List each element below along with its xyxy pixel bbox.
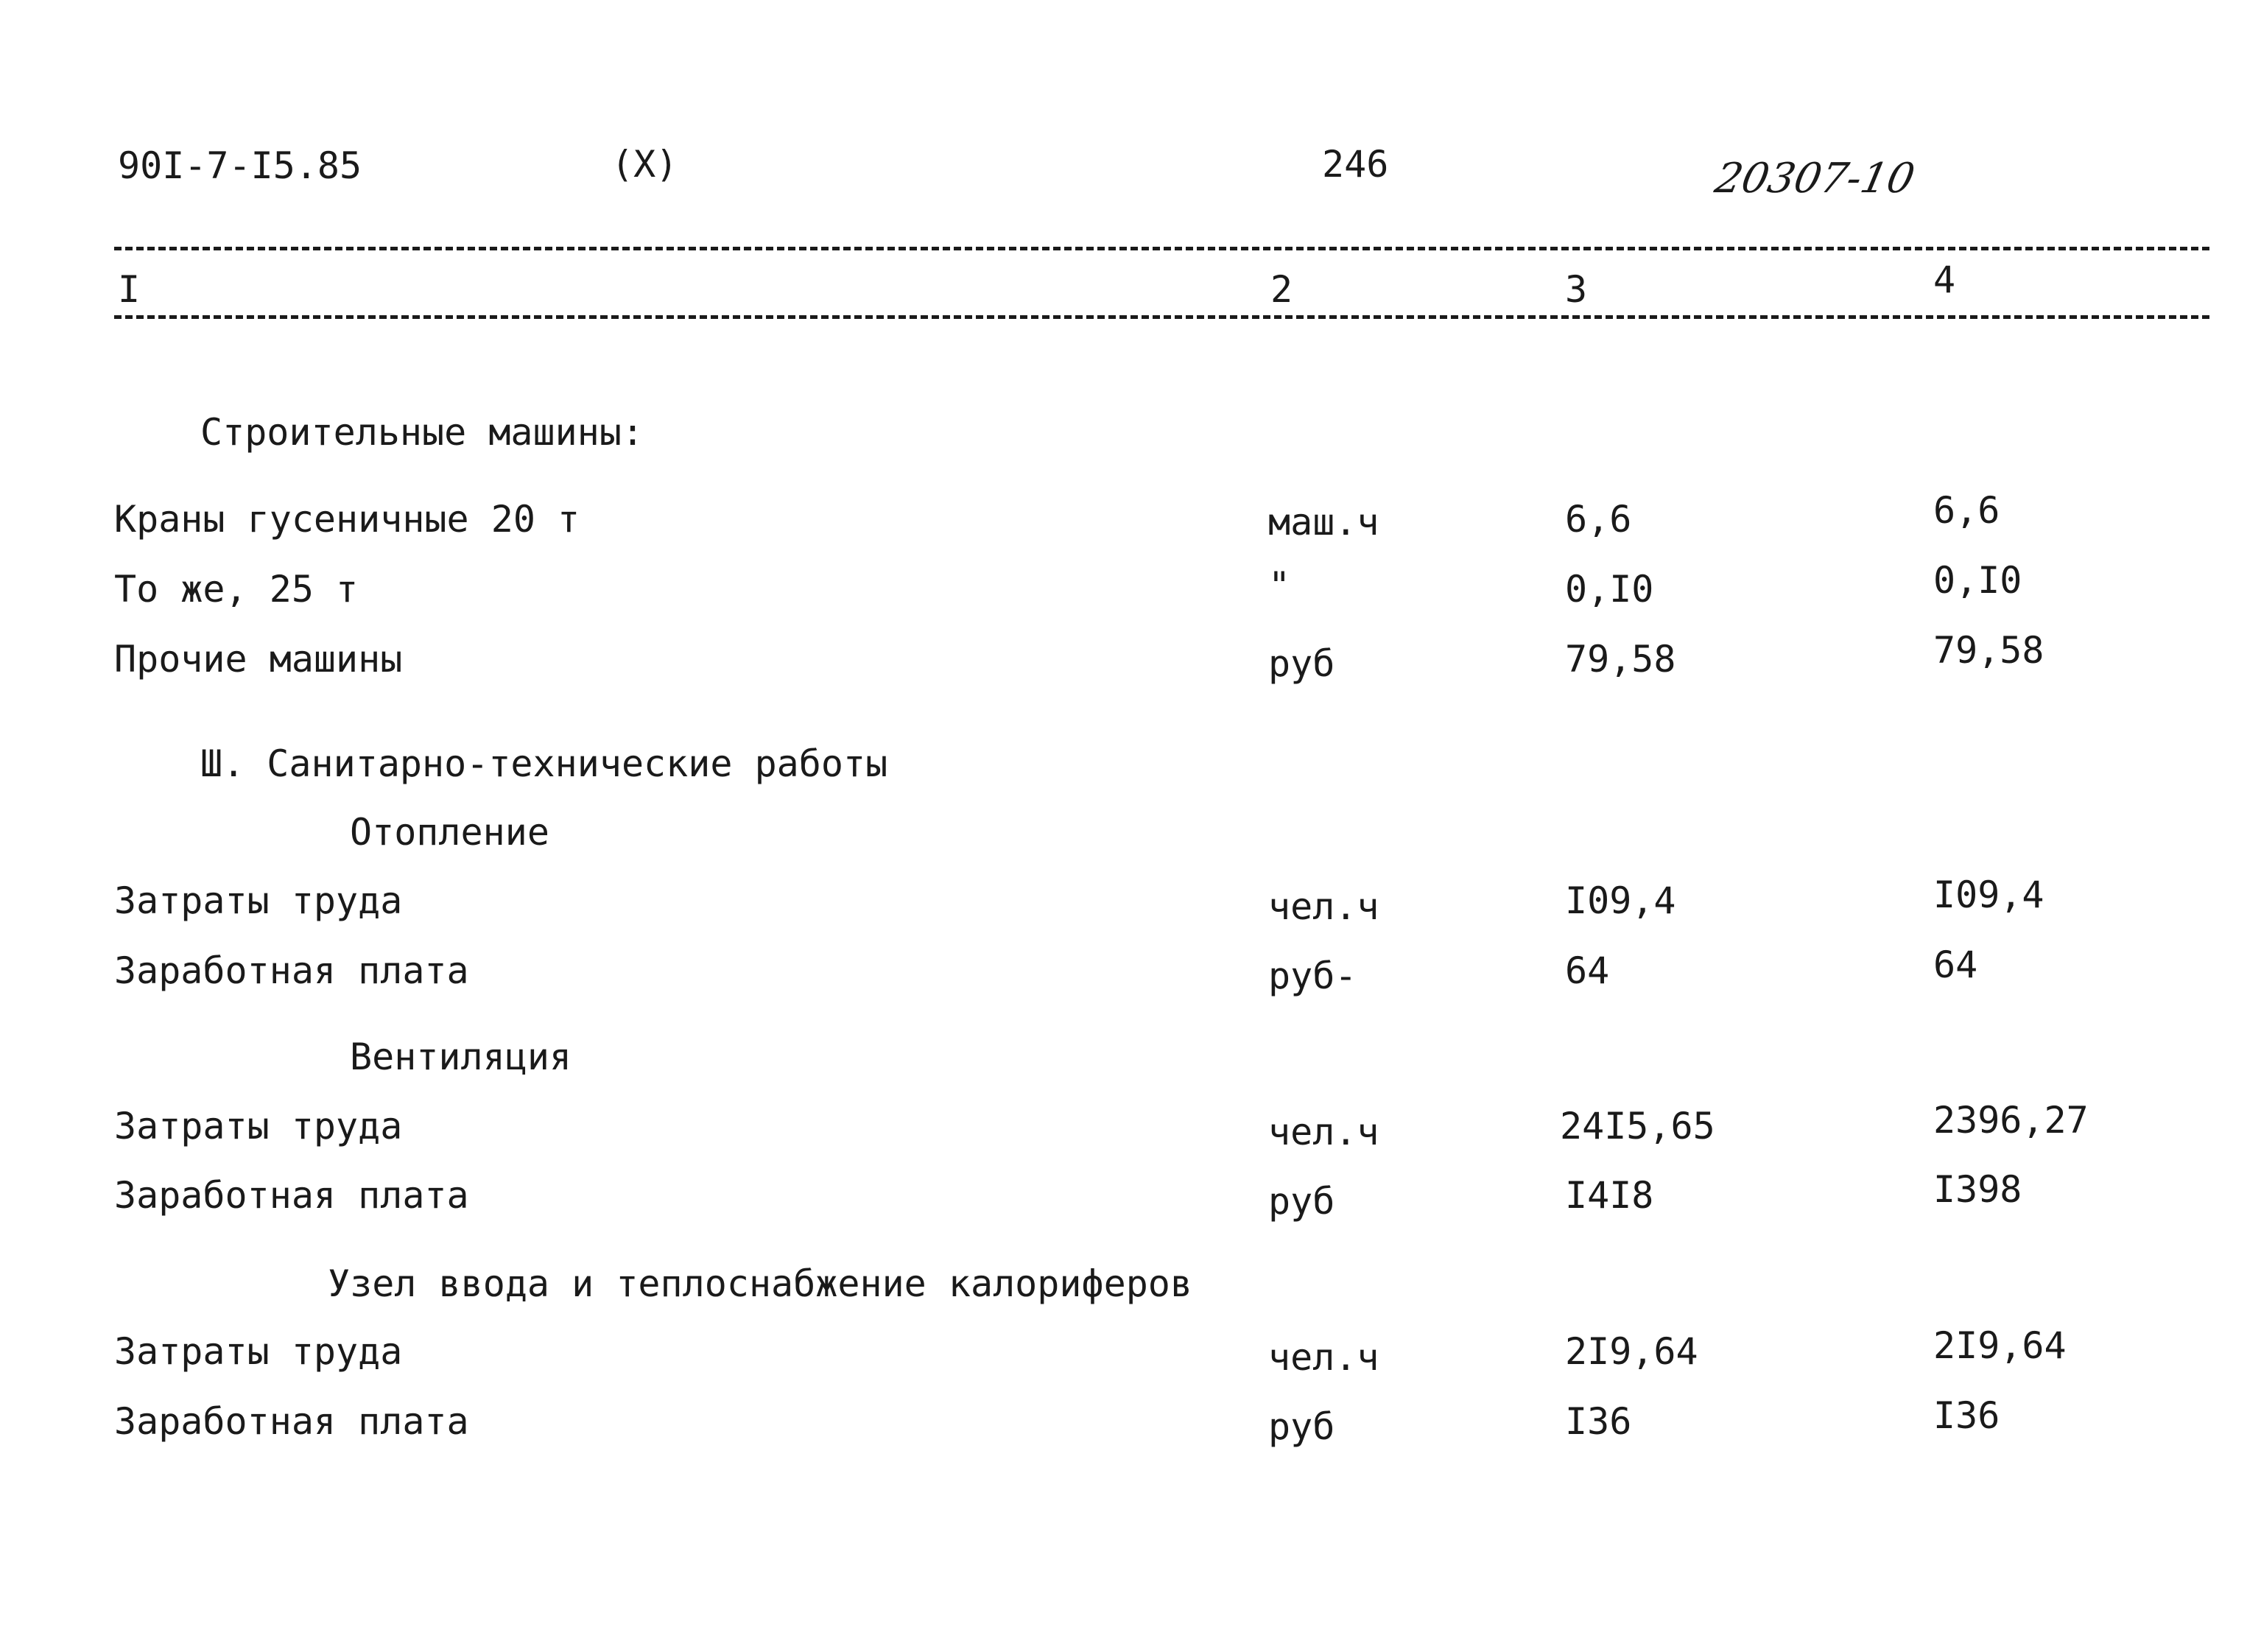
column-header-3: 3 xyxy=(1565,268,1588,311)
header-rule-bottom xyxy=(114,315,2209,319)
row-name: Заработная плата xyxy=(114,1174,469,1217)
section-title-machines: Строительные машины: xyxy=(200,411,644,454)
subsection-title-heating: Отопление xyxy=(350,811,549,854)
row-col4: I09,4 xyxy=(1933,874,2044,916)
page-number: 246 xyxy=(1322,143,1389,186)
row-unit: маш.ч xyxy=(1268,501,1379,544)
row-col4: 2396,27 xyxy=(1933,1099,2089,1142)
row-unit: чел.ч xyxy=(1268,1336,1379,1379)
row-unit: руб xyxy=(1268,642,1335,685)
handwritten-stamp-number: 20307-10 xyxy=(1711,155,1919,203)
row-col3: 64 xyxy=(1565,949,1610,992)
row-col3: I09,4 xyxy=(1565,879,1676,922)
row-unit: руб- xyxy=(1268,955,1357,997)
row-name: Затраты труда xyxy=(114,1105,403,1147)
column-header-4: 4 xyxy=(1933,259,1956,301)
row-name: Заработная плата xyxy=(114,949,469,992)
header-rule-top xyxy=(114,247,2209,250)
row-name: Прочие машины xyxy=(114,638,403,681)
row-unit: чел.ч xyxy=(1268,885,1379,928)
row-col3: I36 xyxy=(1565,1400,1632,1443)
volume-label: (X) xyxy=(611,143,678,186)
subsection-title-ventilation: Вентиляция xyxy=(350,1036,572,1078)
row-name: То же, 25 т xyxy=(114,568,359,611)
subsection-title-inlet: Узел ввода и теплоснабжение калориферов xyxy=(328,1262,1192,1305)
row-unit: " xyxy=(1268,564,1291,607)
section-title-sanitary: Ш. Санитарно-технические работы xyxy=(200,742,888,785)
column-header-2: 2 xyxy=(1270,268,1293,311)
row-col4: I36 xyxy=(1933,1394,2000,1437)
row-name: Краны гусеничные 20 т xyxy=(114,498,580,541)
row-col3: 2I9,64 xyxy=(1565,1330,1698,1373)
row-unit: руб xyxy=(1268,1405,1335,1448)
row-unit: руб xyxy=(1268,1180,1335,1223)
row-col3: 6,6 xyxy=(1565,498,1632,541)
row-col4: 64 xyxy=(1933,943,1978,986)
row-col3: 24I5,65 xyxy=(1560,1105,1715,1147)
row-col3: I4I8 xyxy=(1565,1174,1654,1217)
row-name: Затраты труда xyxy=(114,1330,403,1373)
column-header-1: I xyxy=(118,268,141,311)
row-col4: 6,6 xyxy=(1933,489,2000,532)
row-name: Затраты труда xyxy=(114,879,403,922)
row-col4: 79,58 xyxy=(1933,629,2044,672)
document-code: 90I-7-I5.85 xyxy=(118,144,362,187)
row-col4: 0,I0 xyxy=(1933,559,2022,602)
row-unit: чел.ч xyxy=(1268,1111,1379,1153)
row-name: Заработная плата xyxy=(114,1400,469,1443)
row-col3: 0,I0 xyxy=(1565,568,1654,611)
row-col3: 79,58 xyxy=(1565,638,1676,681)
row-col4: I398 xyxy=(1933,1168,2022,1211)
row-col4: 2I9,64 xyxy=(1933,1324,2067,1367)
